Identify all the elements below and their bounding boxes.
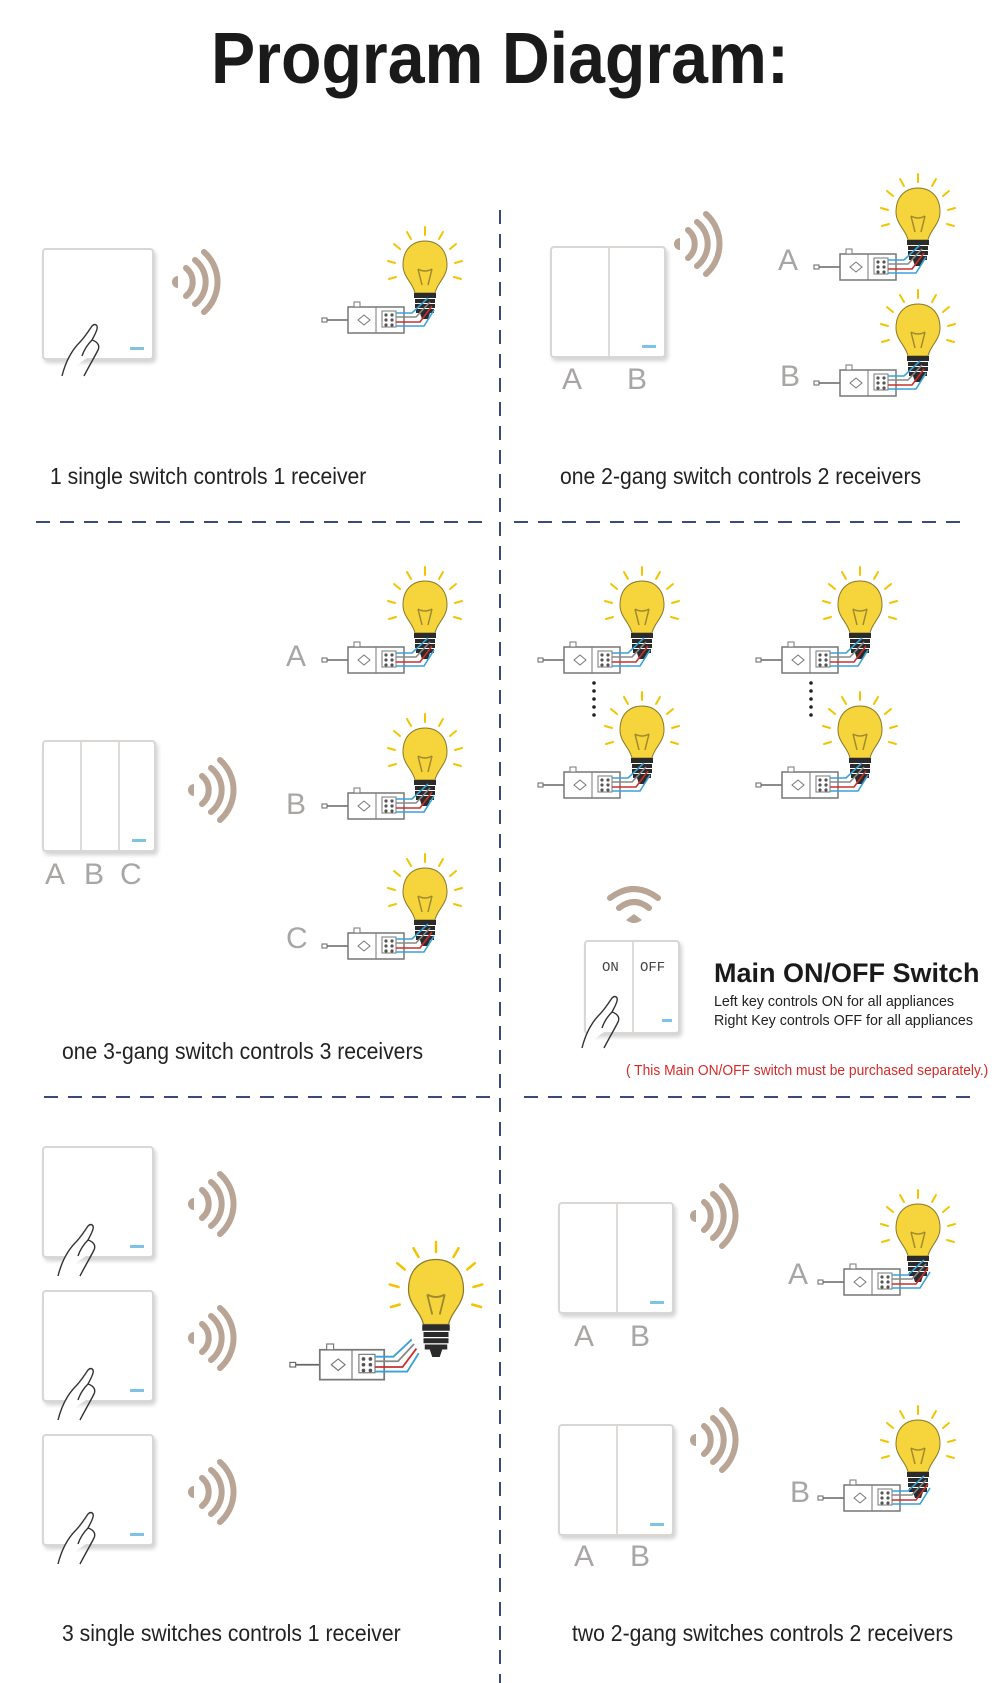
key-label-b: B [84, 858, 105, 891]
receiver-module-icon [814, 363, 934, 403]
finger-icon [582, 1008, 632, 1058]
key-label-a: A [45, 858, 66, 891]
receiver-module-icon [818, 1478, 938, 1518]
wireless-signal-icon [676, 212, 726, 282]
two-gang-switch-2[interactable] [558, 1424, 674, 1536]
wireless-signal-icon [174, 250, 224, 320]
main-switch-line2: Right Key controls OFF for all appliances [714, 1012, 973, 1029]
panel6-caption: two 2-gang switches controls 2 receivers [572, 1620, 954, 1646]
two-gang-switch-1[interactable] [558, 1202, 674, 1314]
ellipsis-dots [808, 680, 814, 720]
off-key-label[interactable]: OFF [640, 960, 666, 976]
three-gang-switch[interactable] [42, 740, 156, 852]
receiver-module-icon [322, 786, 442, 826]
ellipsis-dots [591, 680, 597, 720]
receiver-label-b: B [780, 360, 801, 393]
panel5-caption: 3 single switches controls 1 receiver [62, 1620, 401, 1646]
receiver-module-icon [290, 1340, 430, 1390]
receiver-module-icon [756, 765, 876, 805]
finger-icon [58, 1380, 108, 1430]
receiver-module-icon [538, 640, 658, 680]
receiver-module-icon [814, 247, 934, 287]
sw2-key-label-a: A [574, 1540, 595, 1573]
receiver-label-a: A [286, 640, 307, 673]
receiver-label-b: B [790, 1476, 811, 1509]
receiver-label-a: A [788, 1258, 809, 1291]
sw1-key-label-a: A [574, 1320, 595, 1353]
key-label-b: B [627, 363, 648, 396]
receiver-module-icon [322, 640, 442, 680]
two-gang-switch[interactable] [550, 246, 666, 358]
wireless-signal-icon [190, 1460, 240, 1530]
panel3-caption: one 3-gang switch controls 3 receivers [62, 1038, 424, 1064]
wireless-signal-icon [692, 1408, 742, 1478]
receiver-label-b: B [286, 788, 307, 821]
finger-icon [62, 336, 112, 386]
finger-icon [58, 1524, 108, 1574]
page-title: Program Diagram: [211, 19, 789, 99]
receiver-label-a: A [778, 244, 799, 277]
receiver-module-icon [538, 765, 658, 805]
receiver-module-icon [818, 1262, 938, 1302]
key-label-a: A [562, 363, 583, 396]
main-switch-line1: Left key controls ON for all appliances [714, 993, 954, 1010]
wireless-signal-icon [692, 1184, 742, 1254]
wireless-signal-icon [190, 1306, 240, 1376]
on-key-label[interactable]: ON [602, 960, 619, 976]
main-switch-title: Main ON/OFF Switch [714, 958, 980, 988]
receiver-module-icon [756, 640, 876, 680]
panel2-caption: one 2-gang switch controls 2 receivers [560, 463, 922, 489]
finger-icon [58, 1236, 108, 1286]
sw2-key-label-b: B [630, 1540, 651, 1573]
receiver-module-icon [322, 926, 442, 966]
panel1-caption: 1 single switch controls 1 receiver [50, 463, 367, 489]
purchase-warning: ( This Main ON/OFF switch must be purchased separately.) [626, 1062, 989, 1079]
key-label-c: C [120, 858, 142, 891]
wireless-signal-icon [190, 1172, 240, 1242]
sw1-key-label-b: B [630, 1320, 651, 1353]
wifi-icon [606, 884, 662, 930]
wireless-signal-icon [190, 758, 240, 828]
receiver-module-icon [322, 300, 442, 340]
receiver-label-c: C [286, 922, 308, 955]
